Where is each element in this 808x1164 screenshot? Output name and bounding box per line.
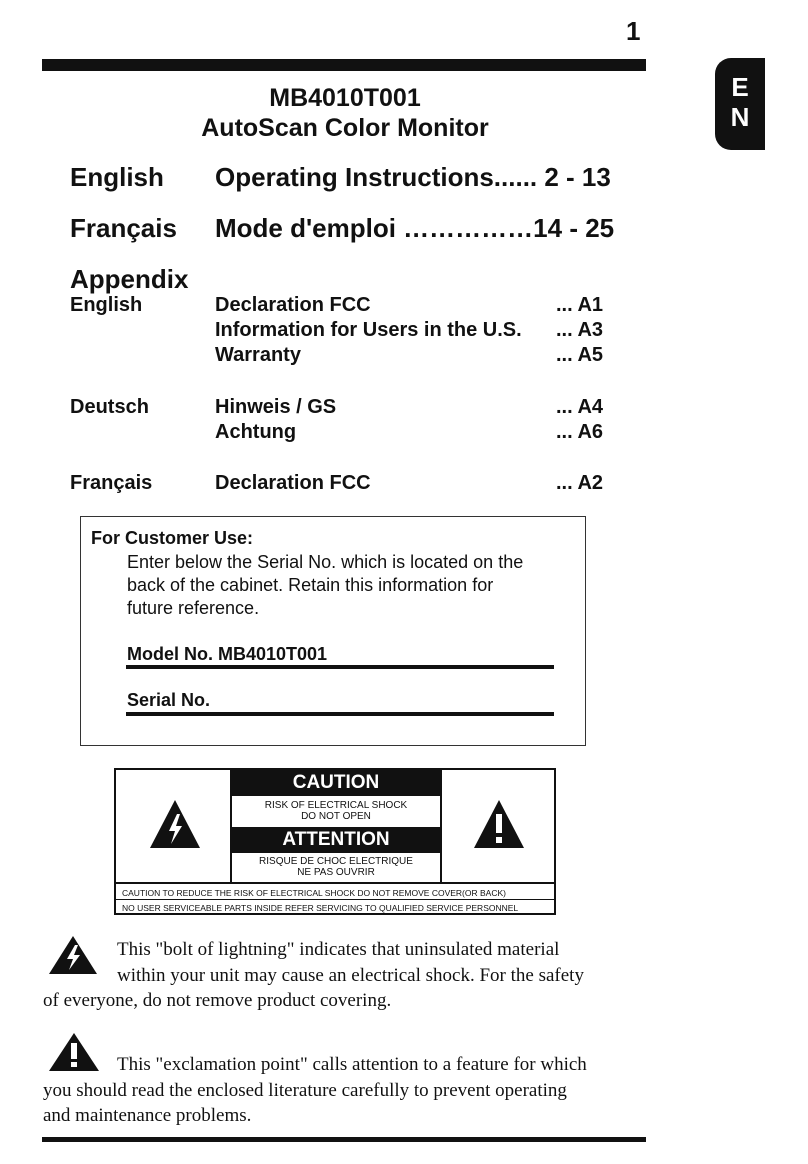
caution-line: DO NOT OPEN xyxy=(301,811,371,822)
appendix-title: Hinweis / GS xyxy=(215,396,337,418)
model-number-line xyxy=(126,665,554,669)
appendix-page: ... A1 xyxy=(556,294,604,316)
appendix-page: ... A2 xyxy=(556,472,604,494)
caution-line: RISK OF ELECTRICAL SHOCK xyxy=(264,800,408,811)
language-tab xyxy=(715,58,765,150)
caution-footer xyxy=(116,882,554,914)
appendix-lang: Français xyxy=(70,472,153,494)
lang-tab-letter-2: N xyxy=(730,102,750,132)
customer-box-line: future reference. xyxy=(127,598,260,618)
appendix-page: ... A4 xyxy=(556,396,604,418)
appendix-lang: English xyxy=(70,294,143,316)
appendix-title: Declaration FCC xyxy=(215,472,371,494)
appendix-lang: Deutsch xyxy=(70,396,149,418)
customer-box-line: Enter below the Serial No. which is located on the xyxy=(127,552,524,572)
lightning-warning-icon xyxy=(48,935,98,975)
appendix-page: ... A3 xyxy=(556,319,604,341)
customer-box-line: back of the cabinet. Retain this information for xyxy=(127,575,494,595)
appendix-heading: Appendix xyxy=(70,264,189,294)
appendix-title: Information for Users in the U.S. xyxy=(215,319,522,341)
appendix-title: Warranty xyxy=(215,344,301,366)
caution-center xyxy=(230,770,442,882)
appendix-title: Achtung xyxy=(215,421,297,443)
attention-line: NE PAS OUVRIR xyxy=(297,867,375,878)
lightning-note-line: This "bolt of lightning" indicates that uninsulated material xyxy=(117,939,560,960)
lightning-warning-icon xyxy=(148,798,202,852)
toc-lang-french: Français xyxy=(70,213,177,243)
bottom-rule xyxy=(42,1137,646,1142)
appendix-title: Declaration FCC xyxy=(215,294,371,316)
caution-label xyxy=(114,768,556,915)
exclamation-note-line: This "exclamation point" calls attention to a feature for which xyxy=(117,1054,587,1075)
model-title: MB4010T001 xyxy=(269,84,421,112)
caution-footer-line: NO USER SERVICEABLE PARTS INSIDE REFER SERVICING TO QUALIFIED SERVICE PERSONNEL xyxy=(116,899,554,914)
lightning-note-line: within your unit may cause an electrical shock. For the safety xyxy=(117,965,584,986)
serial-number-label: Serial No. xyxy=(127,690,211,710)
serial-number-line xyxy=(126,712,554,716)
attention-heading: ATTENTION xyxy=(232,827,440,853)
top-rule xyxy=(42,59,646,71)
appendix-page: ... A5 xyxy=(556,344,604,366)
exclamation-note-line: and maintenance problems. xyxy=(43,1105,252,1126)
attention-line: RISQUE DE CHOC ELECTRIQUE xyxy=(259,856,413,867)
lightning-note-line: of everyone, do not remove product covering. xyxy=(43,990,392,1011)
product-title: AutoScan Color Monitor xyxy=(201,114,489,142)
toc-entry-english: Operating Instructions...... 2 - 13 xyxy=(215,162,611,192)
toc-lang-english: English xyxy=(70,162,164,192)
exclamation-warning-icon xyxy=(48,1032,100,1072)
lang-tab-letter-1: E xyxy=(731,72,749,102)
exclamation-warning-icon xyxy=(472,798,526,852)
page-number: 1 xyxy=(626,16,641,46)
exclamation-note-line: you should read the enclosed literature carefully to prevent operating xyxy=(43,1080,567,1101)
caution-footer-line: CAUTION TO REDUCE THE RISK OF ELECTRICAL SHOCK DO NOT REMOVE COVER(OR BACK) xyxy=(122,888,506,898)
model-number-label: Model No. MB4010T001 xyxy=(127,644,328,664)
customer-box-heading: For Customer Use: xyxy=(91,528,254,548)
caution-heading: CAUTION xyxy=(232,770,440,796)
toc-entry-french: Mode d'emploi ……………14 - 25 xyxy=(215,213,615,243)
appendix-page: ... A6 xyxy=(556,421,604,443)
